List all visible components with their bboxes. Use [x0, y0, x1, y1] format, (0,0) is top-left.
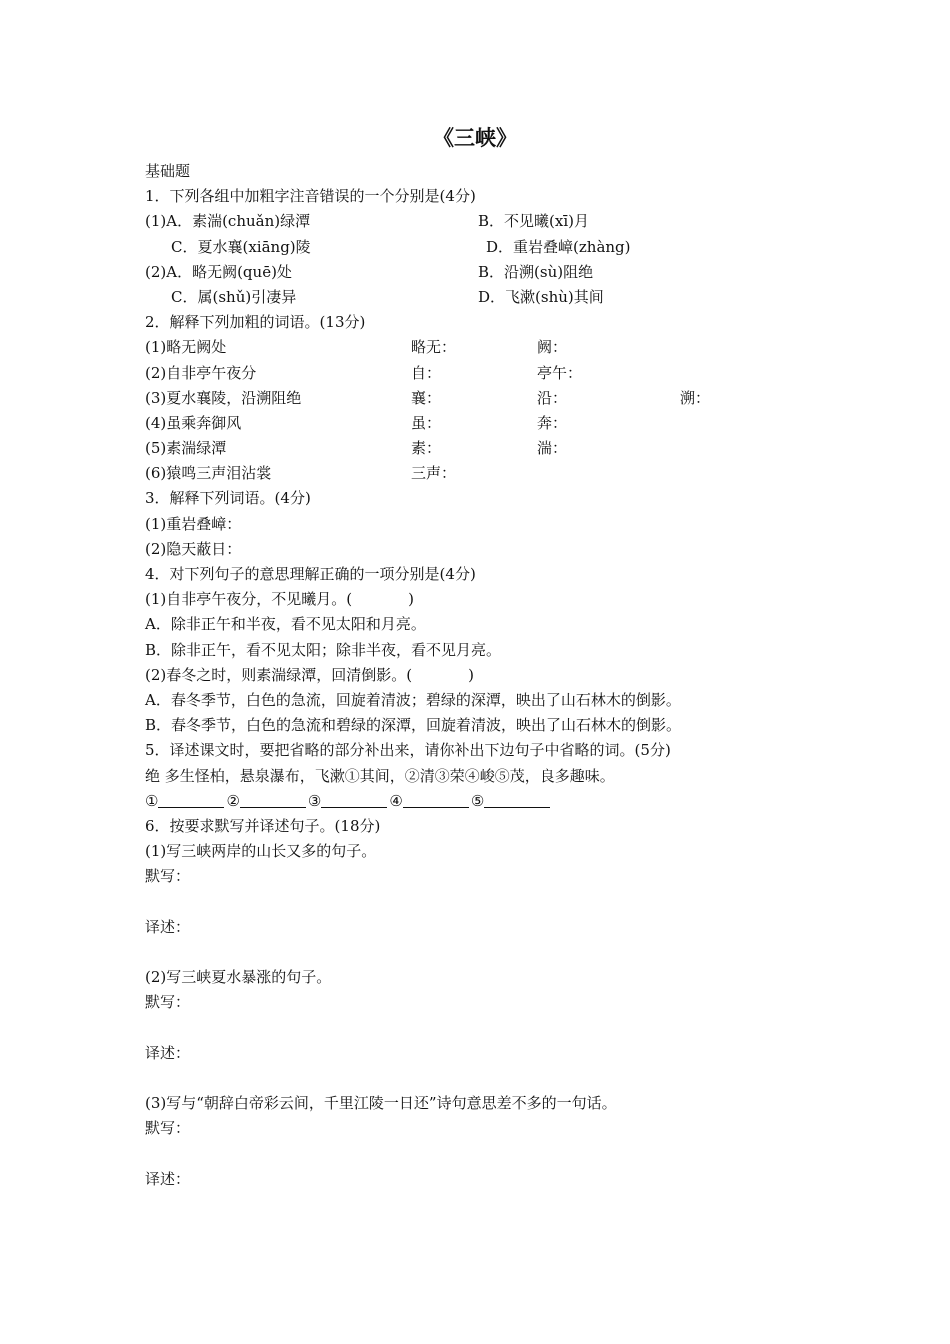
q1-group2-row1 [145, 260, 905, 285]
paren-close: ) [408, 590, 414, 609]
q4-sentence-text: (1)自非亭午夜分，不见曦月。( [145, 590, 353, 609]
q2-phrase: (4)虽乘奔御风 [145, 413, 242, 432]
q2-word: 亭午： [537, 363, 583, 382]
q2-word: 湍： [537, 439, 568, 458]
page-title: 《三峡》 [433, 125, 517, 150]
q6-prompt: (3)写与“朝辞白帝彩云间，千里江陵一日还”诗句意思差不多的一句话。 [145, 1093, 617, 1112]
fill-blank[interactable] [158, 793, 224, 808]
q2-word: 虽： [411, 413, 442, 432]
q1-option: C．属(shǔ)引凄异 [171, 287, 297, 306]
q2-phrase: (3)夏水襄陵，沿溯阻绝 [145, 388, 302, 407]
q4-option: B．除非正午，看不见太阳；除非半夜，看不见月亮。 [145, 640, 502, 659]
q2-row [145, 386, 905, 411]
q4-sentence-text: (2)春冬之时，则素湍绿潭，回清倒影。( [145, 665, 413, 684]
q2-stem: 2．解释下列加粗的词语。(13分) [145, 313, 366, 332]
answer-space[interactable] [145, 940, 905, 965]
q2-word: 襄： [411, 388, 442, 407]
q1-option: (1)A．素湍(chuǎn)绿潭 [145, 212, 311, 231]
q1-option: (2)A．略无阙(quē)处 [145, 262, 292, 281]
q4-option: A．除非正午和半夜，看不见太阳和月亮。 [145, 615, 426, 634]
q4-sentence [145, 663, 905, 688]
q4-option: B．春冬季节，白色的急流和碧绿的深潭，回旋着清波，映出了山石林木的倒影。 [145, 716, 682, 735]
q1-group1-row2 [145, 235, 905, 260]
q6-write-label: 默写： [145, 1119, 191, 1138]
q6-write-label: 默写： [145, 993, 191, 1012]
q1-group2-row2 [145, 285, 905, 310]
fill-blank[interactable] [240, 793, 306, 808]
q2-word: 略无： [411, 338, 457, 357]
q2-word: 沿： [537, 388, 568, 407]
q6-translate-label: 译述： [145, 1043, 191, 1062]
q6-translate-label: 译述： [145, 917, 191, 936]
q1-option: B．不见曦(xī)月 [478, 212, 589, 231]
q2-phrase: (5)素湍绿潭 [145, 439, 227, 458]
q1-option: B．沿溯(sù)阻绝 [478, 262, 594, 281]
answer-space[interactable] [145, 1066, 905, 1091]
blank-marker: ① [145, 791, 159, 810]
q1-stem: 1．下列各组中加粗字注音错误的一个分别是(4分) [145, 187, 476, 206]
q6-stem: 6．按要求默写并译述句子。(18分) [145, 816, 381, 835]
q5-text: 绝 多生怪柏，悬泉瀑布，飞漱①其间，②清③荣④峻⑤茂，良多趣味。 [145, 766, 615, 785]
answer-space[interactable] [145, 1015, 905, 1040]
q2-phrase: (6)猿鸣三声泪沾裳 [145, 464, 272, 483]
paren-close: ) [468, 665, 474, 684]
q3-item: (1)重岩叠嶂： [145, 514, 242, 533]
answer-space[interactable] [145, 889, 905, 914]
q2-row [145, 436, 905, 461]
q3-stem: 3．解释下列词语。(4分) [145, 489, 311, 508]
q2-row [145, 361, 905, 386]
q2-word: 三声： [411, 464, 457, 483]
answer-space[interactable] [145, 1141, 905, 1166]
q1-option: C．夏水襄(xiāng)陵 [171, 237, 311, 256]
q1-option: D．重岩叠嶂(zhàng) [486, 237, 631, 256]
q2-phrase: (1)略无阙处 [145, 338, 227, 357]
q2-word: 奔： [537, 413, 568, 432]
q6-write-label: 默写： [145, 867, 191, 886]
fill-blank[interactable] [403, 793, 469, 808]
q5-stem: 5．译述课文时，要把省略的部分补出来，请你补出下边句子中省略的词。(5分) [145, 741, 671, 760]
blank-marker: ② [226, 791, 240, 810]
q2-word: 素： [411, 439, 442, 458]
q3-item: (2)隐天蔽日： [145, 539, 242, 558]
q5-blanks [145, 789, 905, 814]
q6-prompt: (1)写三峡两岸的山长又多的句子。 [145, 842, 377, 861]
blank-marker: ③ [307, 791, 322, 810]
q2-row [145, 411, 905, 436]
q2-row [145, 335, 905, 360]
blank-marker: ④ [389, 791, 403, 810]
fill-blank[interactable] [484, 793, 550, 808]
blank-marker: ⑤ [470, 791, 485, 810]
q4-stem: 4．对下列句子的意思理解正确的一项分别是(4分) [145, 565, 476, 583]
q4-option: A．春冬季节，白色的急流，回旋着清波；碧绿的深潭，映出了山石林木的倒影。 [145, 690, 681, 709]
q2-phrase: (2)自非亭午夜分 [145, 363, 257, 382]
q4-sentence [145, 587, 905, 612]
q6-translate-label: 译述： [145, 1169, 191, 1188]
q2-word: 阙： [537, 338, 568, 357]
section-heading: 基础题 [145, 162, 191, 180]
q1-option: D．飞漱(shù)其间 [478, 287, 604, 306]
q6-prompt: (2)写三峡夏水暴涨的句子。 [145, 968, 332, 986]
q2-word: 自： [411, 363, 442, 382]
q2-word: 溯： [680, 388, 711, 407]
worksheet-content [145, 159, 905, 1192]
q1-group1-row1 [145, 209, 905, 234]
q2-row [145, 461, 905, 486]
fill-blank[interactable] [321, 793, 387, 808]
